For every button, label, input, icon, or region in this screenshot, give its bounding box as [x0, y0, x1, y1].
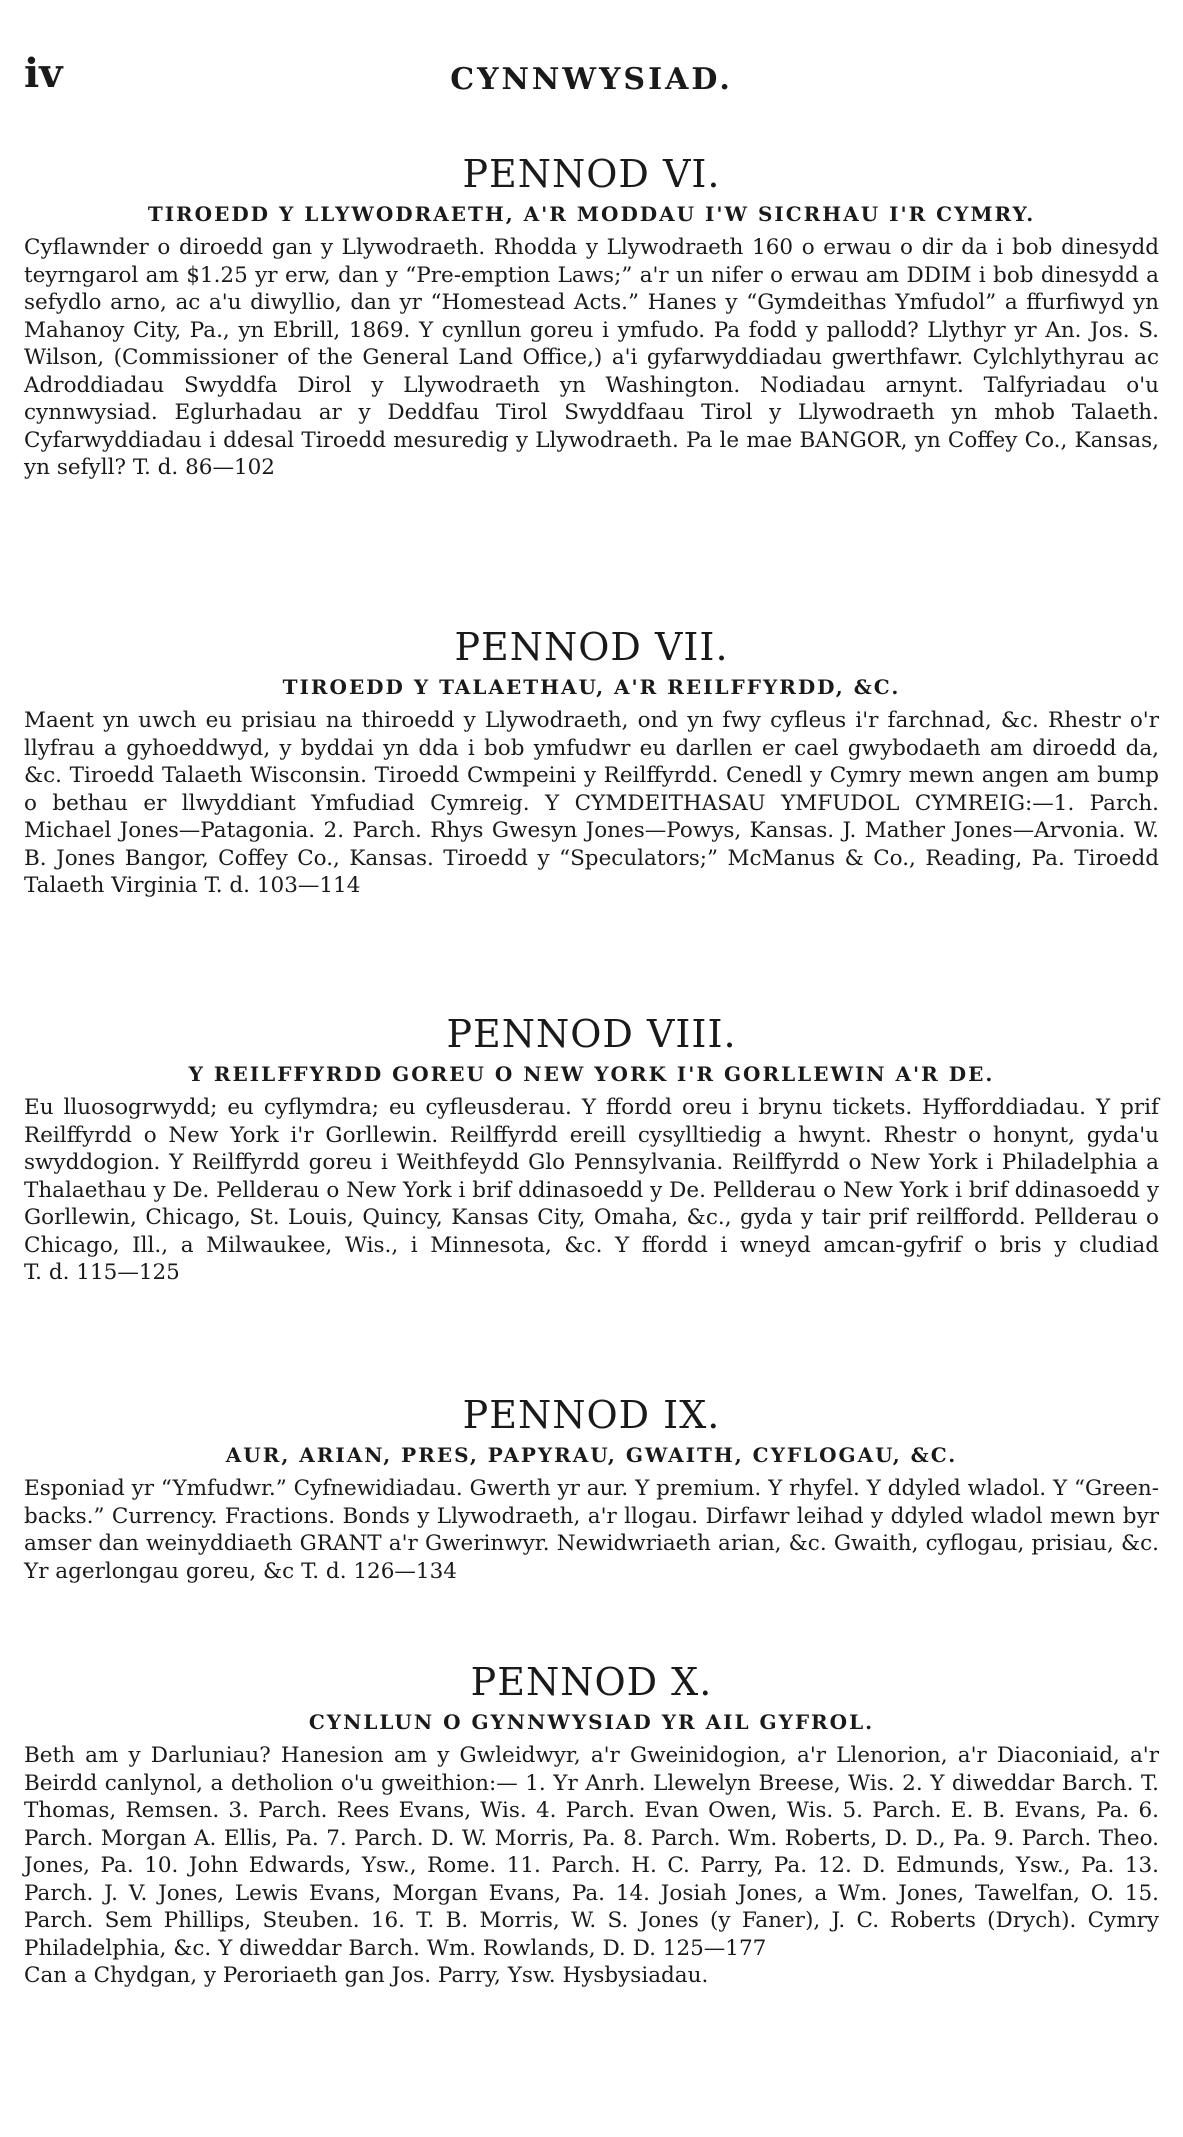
page-reference: T. d. 103—114 [204, 873, 361, 898]
chapter-summary [24, 234, 1159, 482]
chapter-7 [24, 625, 1159, 900]
chapter-subtitle: TIROEDD Y TALAETHAU, A'R REILFFYRDD, &C. [282, 675, 901, 699]
chapter-subtitle: CYNLLUN O GYNNWYSIAD YR AIL GYFROL. [308, 1710, 875, 1734]
chapter-summary-text: Beth am y Darluniau? Hanesion am y Gwleidwyr, a'r Gweinidogion, a'r Llenorion, a'r Diaconiaid, a'r Beirdd canlynol, a detholion o'u gweithion:— 1. Yr Anrh. Llewelyn Breese, Wis. 2. Y diweddar Barch. T. Thomas, Remsen. 3. Parch. Rees Evans, Wis. 4. Parch. Evan Owen, Wis. 5. Parch. E. B. Evans, Pa. 6. Parch. Morgan A. Ellis, Pa. 7. Parch. D. W. Morris, Pa. 8. Parch. Wm. Roberts, D. D., Pa. 9. Parch. Theo. Jones, Pa. 10. John Edwards, Ysw., Rome. 11. Parch. H. C. Parry, Pa. 12. D. Edmunds, Ysw., Pa. 13. Parch. J. V. Jones, Lewis Evans, Morgan Evans, Pa. 14. Josiah Jones, a Wm. Jones, Tawelfan, O. 15. Parch. Sem Phillips, Steuben. 16. T. B. Morris, W. S. Jones (y Faner), J. C. Roberts (Drych). Cymry Philadelphia, &c. Y diweddar Barch. Wm. Rowlands, D. D. [24, 1743, 1159, 1961]
chapter-subtitle: TIROEDD Y LLYWODRAETH, A'R MODDAU I'W SICRHAU I'R CYMRY. [147, 202, 1036, 226]
chapter-title: PENNOD X. [470, 1660, 713, 1704]
chapter-6 [24, 152, 1159, 482]
chapter-8 [24, 1012, 1159, 1287]
running-title: CYNNWYSIAD. [450, 62, 733, 97]
chapter-summary-text: Maent yn uwch eu prisiau na thiroedd y Llywodraeth, ond yn fwy cyfleus i'r farchnad, &c. Rhestr o'r llyfrau a gyhoeddwyd, y byddai yn dda i bob ymfudwr eu darllen er cael gwybodaeth am diroedd da, &c. Tiroedd Talaeth Wisconsin. Tiroedd Cwmpeini y Reilffyrdd. Cenedl y Cymry mewn angen am bump o bethau er llwyddiant Ymfudiad Cymreig. Y CYMDEITHASAU YMFUDOL CYMREIG:—1. Parch. Michael Jones—Patagonia. 2. Parch. Rhys Gwesyn Jones—Powys, Kansas. J. Mather Jones—Arvonia. W. B. Jones Bangor, Coffey Co., Kansas. Tiroedd y “Speculators;” McManus & Co., Reading, Pa. Tiroedd Talaeth Virginia [24, 708, 1159, 898]
page-header [24, 50, 1159, 110]
closing-line: Can a Chydgan, y Peroriaeth gan Jos. Parry, Ysw. Hysbysiadau. [24, 1963, 709, 1988]
chapter-summary [24, 1475, 1159, 1585]
chapter-summary-text: Esponiad yr “Ymfudwr.” Cyfnewidiadau. Gwerth yr aur. Y premium. Y rhyfel. Y ddyled wladol. Y “Green-backs.” Currency. Fractions. Bonds y Llywodraeth, a'r llogau. Dirfawr leihad y ddyled wladol mewn byr amser dan weinyddiaeth GRANT a'r Gwerinwyr. Newidwriaeth arian, &c. Gwaith, cyflogau, prisiau, &c. Yr agerlongau goreu, &c [24, 1476, 1159, 1584]
page-reference: T. d. 86—102 [132, 455, 275, 480]
chapter-title: PENNOD VIII. [446, 1012, 737, 1056]
chapter-title: PENNOD VI. [462, 152, 721, 196]
chapter-summary-text: Eu lluosogrwydd; eu cyflymdra; eu cyfleusderau. Y ffordd oreu i brynu tickets. Hyfforddiadau. Y prif Reilffyrdd o New York i'r Gorllewin. Reilffyrdd ereill cysylltiedig a hwynt. Rhestr o honynt, gyda'u swyddogion. Y Reilffyrdd goreu i Weithfeydd Glo Pennsylvania. Reilffyrdd o New York i Philadelphia a Thalaethau y De. Pellderau o New York i brif ddinasoedd y De. Pellderau o New York i brif ddinasoedd y Gorllewin, Chicago, St. Louis, Quincy, Kansas City, Omaha, &c., gyda y tair prif reilffordd. Pellderau o Chicago, Ill., a Milwaukee, Wis., i Minnesota, &c. Y ffordd i wneyd amcan-gyfrif o bris y cludiad [24, 1095, 1159, 1258]
chapter-summary [24, 1742, 1159, 1962]
page-reference: 125—177 [662, 1935, 767, 1961]
page-number: iv [24, 50, 63, 97]
chapter-9 [24, 1393, 1159, 1585]
chapter-summary-text: Cyflawnder o diroedd gan y Llywodraeth. Rhodda y Llywodraeth 160 o erwau o dir da i bob dinesydd teyrngarol am $1.25 yr erw, dan y “Pre-emption Laws;” a'r un nifer o erwau am DDIM i bob dinesydd a sefydlo arno, ac a'u diwyllio, dan yr “Homestead Acts.” Hanes y “Gymdeithas Ymfudol” a ffurfiwyd yn Mahanoy City, Pa., yn Ebrill, 1869. Y cynllun goreu i ymfudo. Pa fodd y pallodd? Llythyr yr An. Jos. S. Wilson, (Commissioner of the General Land Office,) a'i gyfarwyddiadau gwerthfawr. Cylchlythyrau ac Adroddiadau Swyddfa Dirol y Llywodraeth yn Washington. Nodiadau arnynt. Talfyriadau o'u cynnwysiad. Eglurhadau ar y Deddfau Tirol Swyddfaau Tirol y Llywodraeth yn mhob Talaeth. Cyfarwyddiadau i ddesal Tiroedd mesuredig y Llywodraeth. Pa le mae BANGOR, yn Coffey Co., Kansas, yn sefyll? [24, 235, 1159, 480]
chapter-title: PENNOD IX. [462, 1393, 721, 1437]
page-reference: T. d. 115—125 [24, 1260, 180, 1285]
chapter-subtitle: Y REILFFYRDD GOREU O NEW YORK I'R GORLLEWIN A'R DE. [188, 1062, 995, 1086]
chapter-summary [24, 1094, 1159, 1287]
chapter-subtitle: AUR, ARIAN, PRES, PAPYRAU, GWAITH, CYFLOGAU, &C. [225, 1443, 958, 1467]
chapter-summary [24, 707, 1159, 900]
page-reference: T. d. 126—134 [301, 1558, 457, 1584]
chapter-10 [24, 1660, 1159, 1990]
chapter-title: PENNOD VII. [454, 625, 729, 669]
